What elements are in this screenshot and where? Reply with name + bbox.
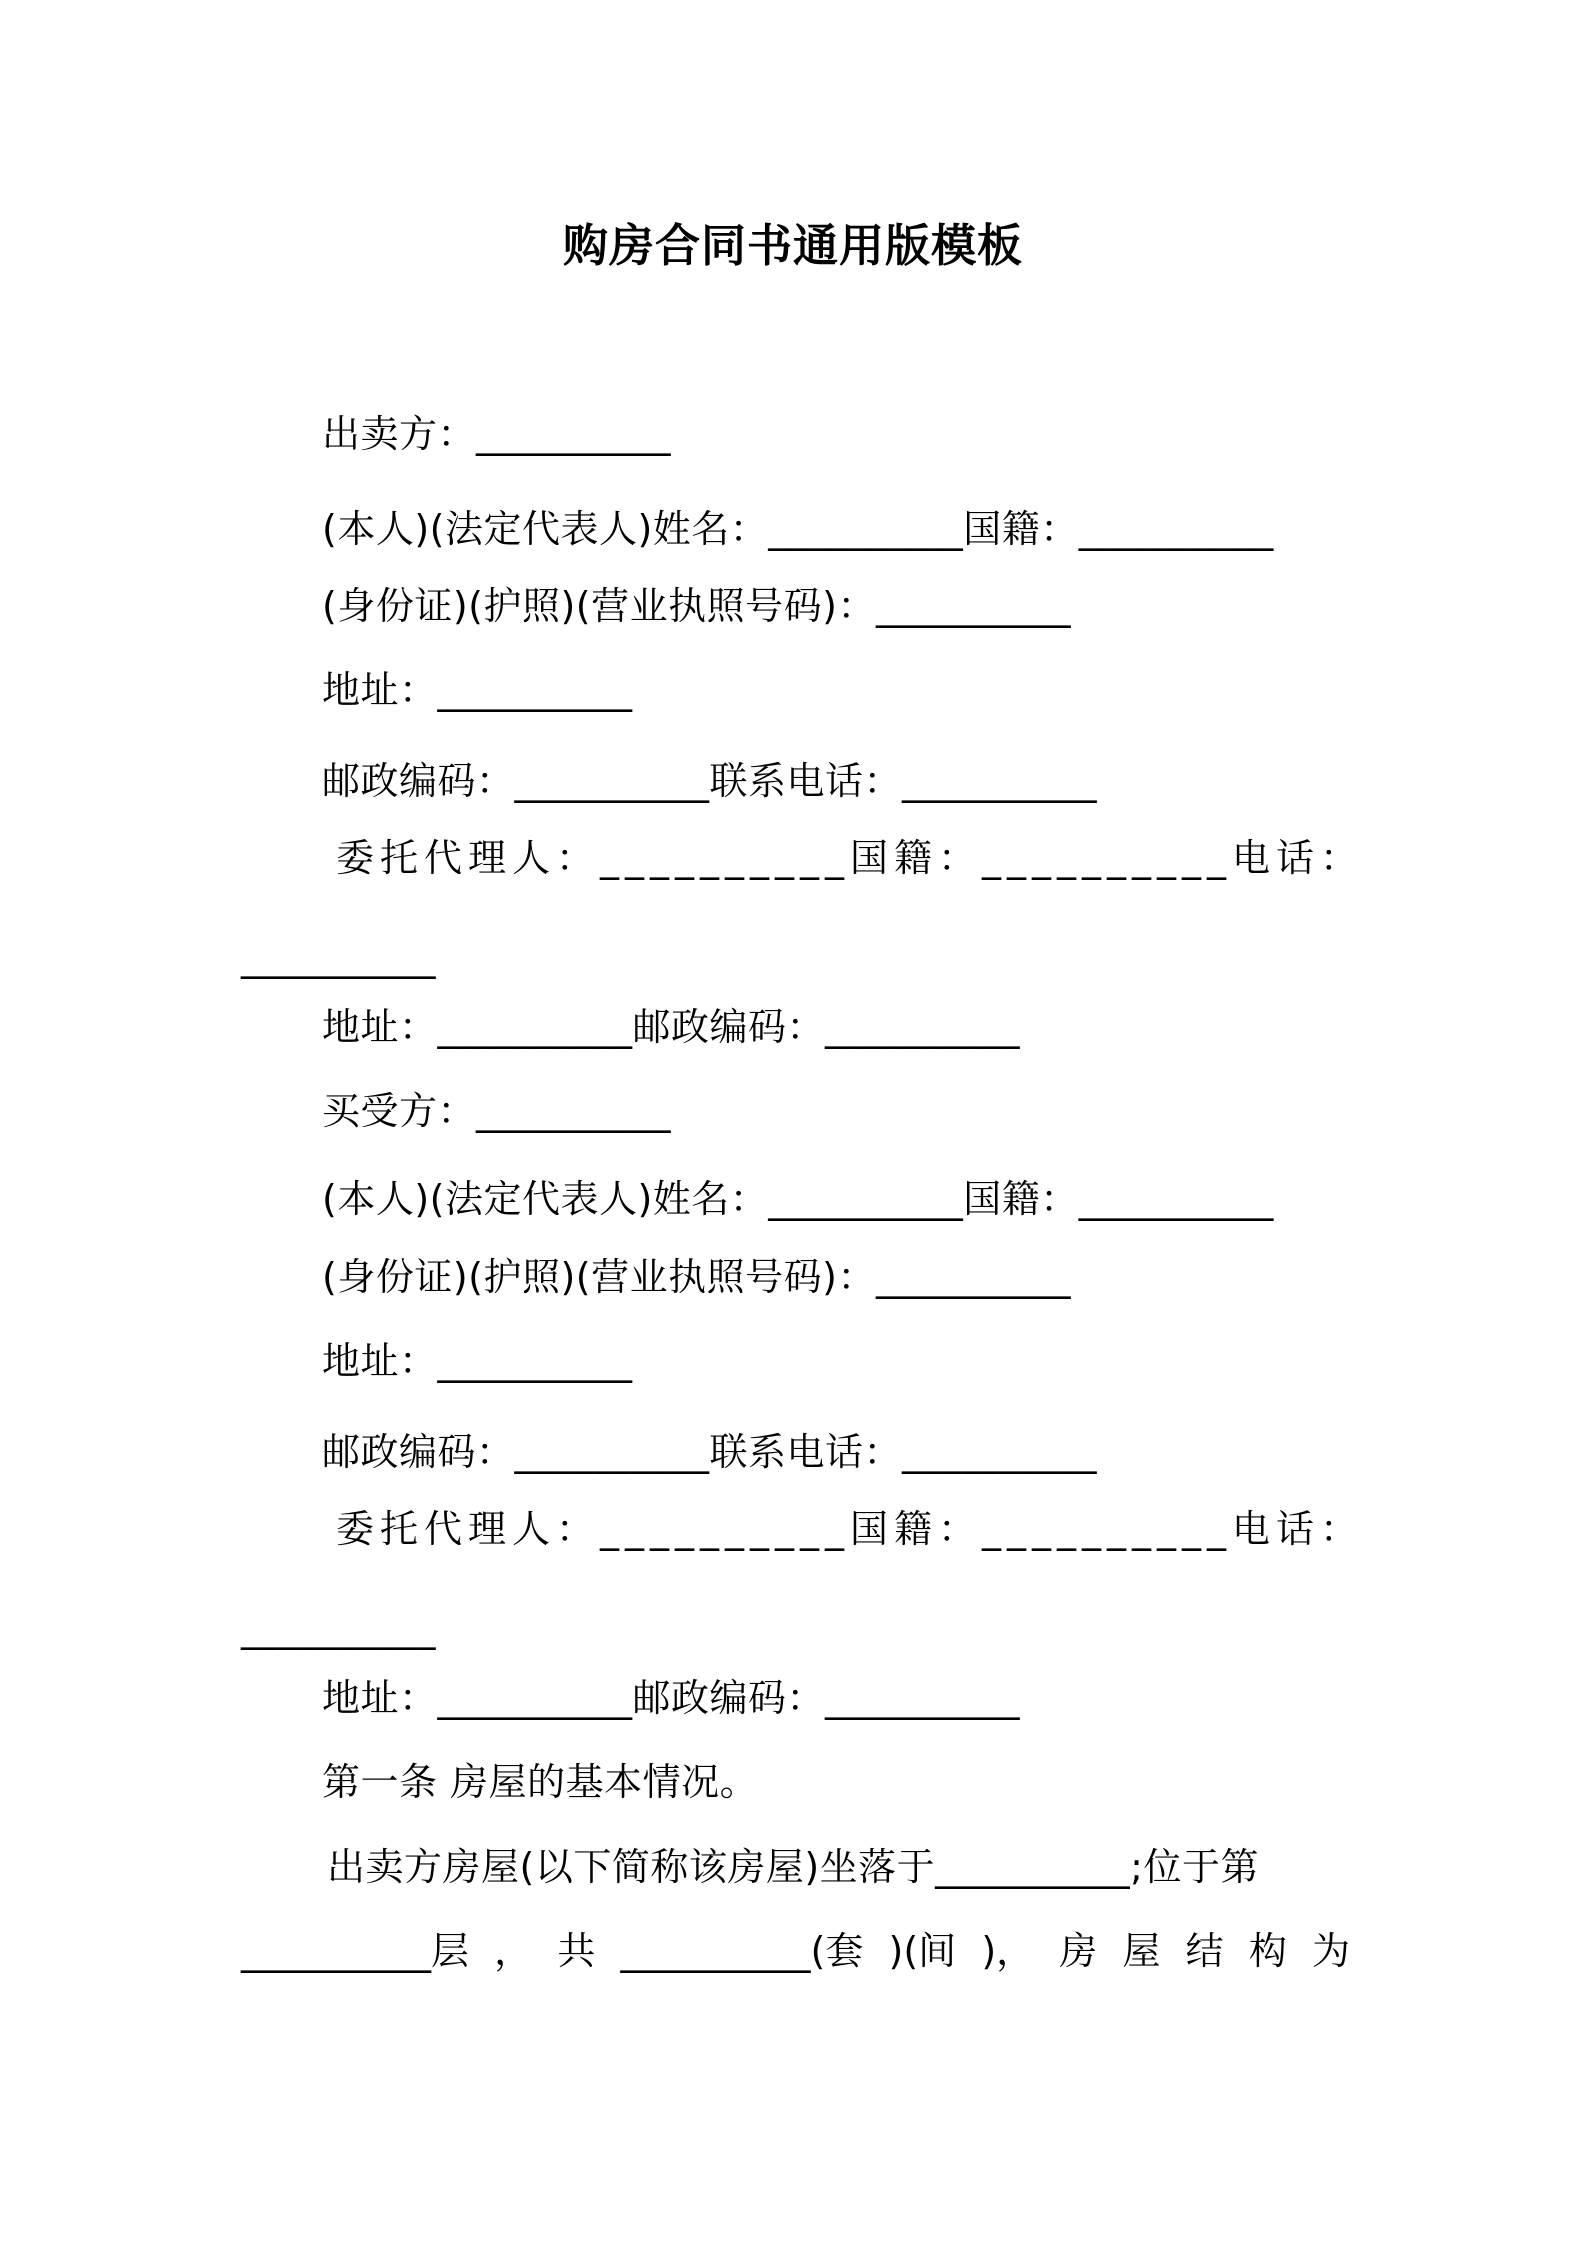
text-segment: ， [494, 1929, 533, 1973]
buyer-agent-line: 委托代理人：__________国籍：__________电话： [336, 1507, 1365, 1551]
buyer-name-nationality-line: (本人)(法定代表人)姓名：__________国籍：__________ [322, 1177, 1274, 1221]
buyer-agent-phone-blank: __________ [241, 1606, 436, 1650]
seller-party-line: 出卖方：__________ [322, 412, 672, 456]
seller-name-nationality-line: (本人)(法定代表人)姓名：__________国籍：__________ [322, 507, 1274, 551]
text-segment: 房 [1059, 1929, 1098, 1973]
text-segment: )(间 [888, 1929, 957, 1973]
seller-agent-address-postal-line: 地址：__________邮政编码：__________ [322, 1005, 1021, 1049]
text-segment: __________(套 [620, 1929, 864, 1973]
seller-agent-phone-blank: __________ [241, 935, 436, 979]
seller-id-number-line: (身份证)(护照)(营业执照号码)：__________ [322, 584, 1071, 628]
seller-address-line: 地址：__________ [322, 668, 633, 712]
article-one-paragraph-line-1: 出卖方房屋(以下简称该房屋)坐落于__________;位于第 [327, 1845, 1259, 1889]
buyer-address-line: 地址：__________ [322, 1339, 633, 1383]
text-segment: )， [981, 1929, 1035, 1973]
text-segment: 结 [1185, 1929, 1224, 1973]
text-segment: __________层 [241, 1929, 470, 1973]
text-segment: 屋 [1122, 1929, 1161, 1973]
buyer-postal-phone-line: 邮政编码：__________联系电话：__________ [322, 1430, 1098, 1474]
article-one-paragraph-line-2 [241, 1922, 1350, 1980]
seller-postal-phone-line: 邮政编码：__________联系电话：__________ [322, 759, 1098, 803]
seller-agent-line: 委托代理人：__________国籍：__________电话： [336, 836, 1365, 880]
text-segment: 共 [557, 1929, 596, 1973]
text-segment: 构 [1248, 1929, 1287, 1973]
buyer-party-line: 买受方：__________ [322, 1089, 672, 1133]
document-title: 购房合同书通用版模板 [562, 219, 1023, 272]
text-segment: 为 [1311, 1929, 1350, 1973]
article-one-heading: 第一条 房屋的基本情况。 [322, 1760, 759, 1804]
buyer-id-number-line: (身份证)(护照)(营业执照号码)：__________ [322, 1255, 1071, 1299]
buyer-agent-address-postal-line: 地址：__________邮政编码：__________ [322, 1676, 1021, 1720]
